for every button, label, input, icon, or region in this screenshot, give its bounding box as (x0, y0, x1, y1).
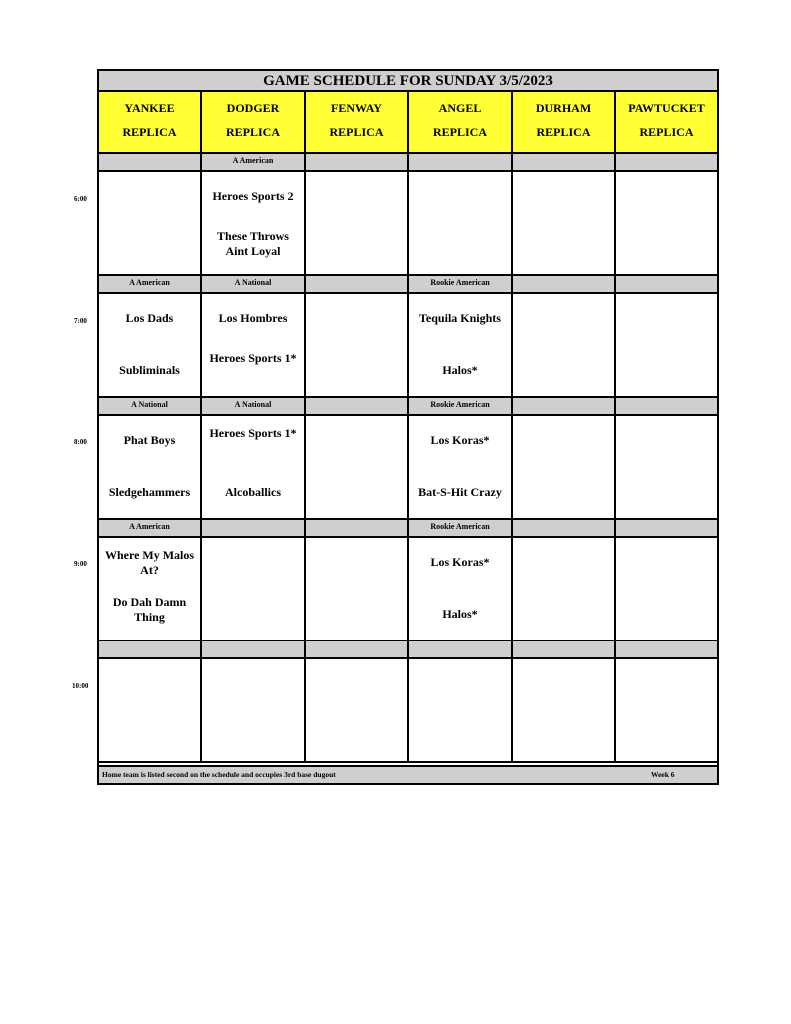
league-label (409, 641, 513, 657)
away-team: Los Dads (125, 311, 174, 325)
home-team: Bat-S-Hit Crazy (418, 485, 502, 499)
league-label (306, 398, 409, 414)
league-label: A National (202, 276, 306, 292)
field-header-pawtucket (616, 92, 717, 154)
game-cell (409, 414, 513, 520)
home-team: Alcoballics (225, 485, 281, 499)
field-header-row (99, 92, 717, 154)
home-team: Sledgehammers (108, 485, 191, 499)
away-team: Heroes Sports 1* (209, 426, 297, 440)
game-cell (202, 414, 306, 520)
field-header-dodger (202, 92, 306, 154)
league-label (202, 520, 306, 536)
game-cell (409, 170, 513, 276)
field-name: YANKEE (124, 101, 175, 115)
league-label (616, 398, 717, 414)
game-cell (409, 536, 513, 642)
league-label (513, 276, 616, 292)
field-type: REPLICA (225, 125, 280, 139)
game-cell (202, 536, 306, 642)
away-team: Heroes Sports 2 (212, 189, 294, 203)
game-cell (616, 657, 717, 763)
game-cell (99, 414, 202, 520)
league-label: A American (99, 520, 202, 536)
league-label (616, 154, 717, 170)
game-cell (99, 657, 202, 763)
game-cell (202, 292, 306, 398)
home-team: Heroes Sports 1* (209, 351, 297, 365)
league-label (616, 641, 717, 657)
game-schedule-table (97, 69, 719, 785)
league-label: A National (202, 398, 306, 414)
league-label (513, 641, 616, 657)
schedule-title: GAME SCHEDULE FOR SUNDAY 3/5/2023 (99, 71, 717, 92)
away-team: Los Hombres (218, 311, 288, 325)
league-label (306, 520, 409, 536)
league-label: A American (202, 154, 306, 170)
league-bar (99, 276, 717, 292)
league-label (202, 641, 306, 657)
home-team: Do Dah Damn Thing (112, 595, 187, 624)
league-label (306, 154, 409, 170)
league-label (513, 154, 616, 170)
league-label (513, 398, 616, 414)
time-label: 10:00 (72, 682, 89, 690)
field-header-yankee (99, 92, 202, 154)
game-cell (513, 657, 616, 763)
field-name: FENWAY (331, 101, 382, 115)
game-cell (99, 292, 202, 398)
game-cell (616, 292, 717, 398)
game-cell (306, 536, 409, 642)
time-label: 6:00 (74, 195, 87, 203)
field-header-fenway (306, 92, 409, 154)
home-team: These Throws Aint Loyal (217, 229, 289, 258)
league-label (306, 276, 409, 292)
league-bar (99, 398, 717, 414)
game-cell (99, 536, 202, 642)
away-team: Los Koras* (430, 555, 490, 569)
away-team: Los Koras* (430, 433, 490, 447)
game-cell (616, 536, 717, 642)
league-label: A American (99, 276, 202, 292)
field-name: PAWTUCKET (628, 101, 705, 115)
field-name: DURHAM (535, 101, 592, 115)
time-label: 7:00 (74, 317, 87, 325)
game-cell (306, 414, 409, 520)
game-cell (202, 657, 306, 763)
week-label: Week 6 (651, 770, 675, 779)
league-label (616, 520, 717, 536)
league-label (99, 154, 202, 170)
away-team: Tequila Knights (419, 311, 501, 325)
league-label (513, 520, 616, 536)
field-type: REPLICA (536, 125, 591, 139)
game-cell (616, 170, 717, 276)
field-type: REPLICA (329, 125, 384, 139)
league-label: Rookie American (409, 276, 513, 292)
game-cell (513, 414, 616, 520)
home-team: Subliminals (119, 363, 180, 377)
field-type: REPLICA (639, 125, 694, 139)
game-cell (409, 292, 513, 398)
game-cell (513, 292, 616, 398)
league-bar (99, 641, 717, 657)
field-type: REPLICA (432, 125, 487, 139)
field-type: REPLICA (122, 125, 177, 139)
game-cell (616, 414, 717, 520)
league-label: A National (99, 398, 202, 414)
game-cell (202, 170, 306, 276)
game-cell (306, 657, 409, 763)
field-name: ANGEL (438, 101, 482, 115)
league-label (409, 154, 513, 170)
league-label (99, 641, 202, 657)
game-cell (513, 536, 616, 642)
time-label: 8:00 (74, 438, 87, 446)
league-label: Rookie American (409, 398, 513, 414)
field-header-durham (513, 92, 616, 154)
game-cell (306, 170, 409, 276)
field-header-angel (409, 92, 513, 154)
away-team: Where My Malos At? (104, 548, 195, 577)
game-cell (99, 170, 202, 276)
schedule-footer (99, 765, 717, 783)
league-label (616, 276, 717, 292)
league-label: Rookie American (409, 520, 513, 536)
home-team: Halos* (442, 363, 478, 377)
league-bar (99, 154, 717, 170)
home-team: Halos* (442, 607, 478, 621)
field-name: DODGER (226, 101, 280, 115)
league-bar (99, 520, 717, 536)
time-label: 9:00 (74, 560, 87, 568)
game-cell (409, 657, 513, 763)
game-cell (513, 170, 616, 276)
away-team: Phat Boys (123, 433, 176, 447)
home-team-note: Home team is listed second on the schedule and occupies 3rd base dugout (102, 770, 336, 779)
league-label (306, 641, 409, 657)
game-cell (306, 292, 409, 398)
